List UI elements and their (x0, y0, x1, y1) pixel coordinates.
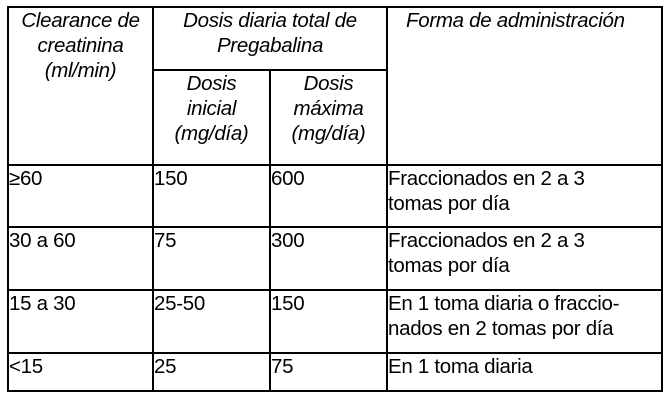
max-dose-cell: 300 (270, 227, 387, 289)
table-row (8, 165, 662, 227)
header-clearance-line3: (ml/min) (44, 59, 117, 82)
header-max-line1: Dosis (303, 72, 354, 96)
header-initial-dose (153, 70, 270, 165)
administration-cell (387, 165, 662, 227)
administration-line1: Fraccionados en 2 a 3 (388, 229, 585, 253)
clearance-cell: 15 a 30 (8, 290, 153, 353)
initial-dose-cell: 150 (153, 165, 270, 227)
administration-cell (387, 227, 662, 289)
administration-line2: tomas por día (388, 192, 510, 216)
header-clearance-line1: Clearance de (21, 9, 140, 32)
initial-dose-cell: 75 (153, 227, 270, 289)
table-row (8, 353, 662, 391)
max-dose-cell: 150 (270, 290, 387, 353)
administration-line1: En 1 toma diaria (388, 354, 533, 378)
administration-line2: nados en 2 tomas por día (388, 316, 614, 340)
header-row-1 (8, 7, 662, 70)
initial-dose-cell: 25 (153, 353, 270, 391)
administration-line1: En 1 toma diaria o fraccio- (388, 291, 620, 315)
header-daily-dose (153, 7, 387, 70)
max-dose-cell: 75 (270, 353, 387, 391)
pregabalin-dosing-table (7, 6, 663, 392)
header-daily-dose-line2: Pregabalina (216, 34, 324, 57)
header-initial-line1: Dosis (186, 72, 237, 96)
header-initial-line3: (mg/día) (174, 122, 249, 146)
max-dose-cell: 600 (270, 165, 387, 227)
clearance-cell: ≥60 (8, 165, 153, 227)
clearance-cell: <15 (8, 353, 153, 391)
clearance-cell: 30 a 60 (8, 227, 153, 289)
administration-cell (387, 353, 662, 391)
header-administration: Forma de administración (387, 7, 662, 165)
administration-line2: tomas por día (388, 254, 510, 278)
header-max-line3: (mg/día) (291, 122, 366, 146)
header-max-dose (270, 70, 387, 165)
header-daily-dose-line1: Dosis diaria total de (183, 9, 357, 32)
initial-dose-cell: 25-50 (153, 290, 270, 353)
administration-cell (387, 290, 662, 353)
header-clearance (8, 7, 153, 165)
header-clearance-line2: creatinina (37, 34, 124, 57)
header-initial-line2: inicial (186, 97, 237, 121)
table-row (8, 227, 662, 289)
table-row (8, 290, 662, 353)
administration-line1: Fraccionados en 2 a 3 (388, 167, 585, 191)
header-max-line2: máxima (293, 97, 364, 121)
